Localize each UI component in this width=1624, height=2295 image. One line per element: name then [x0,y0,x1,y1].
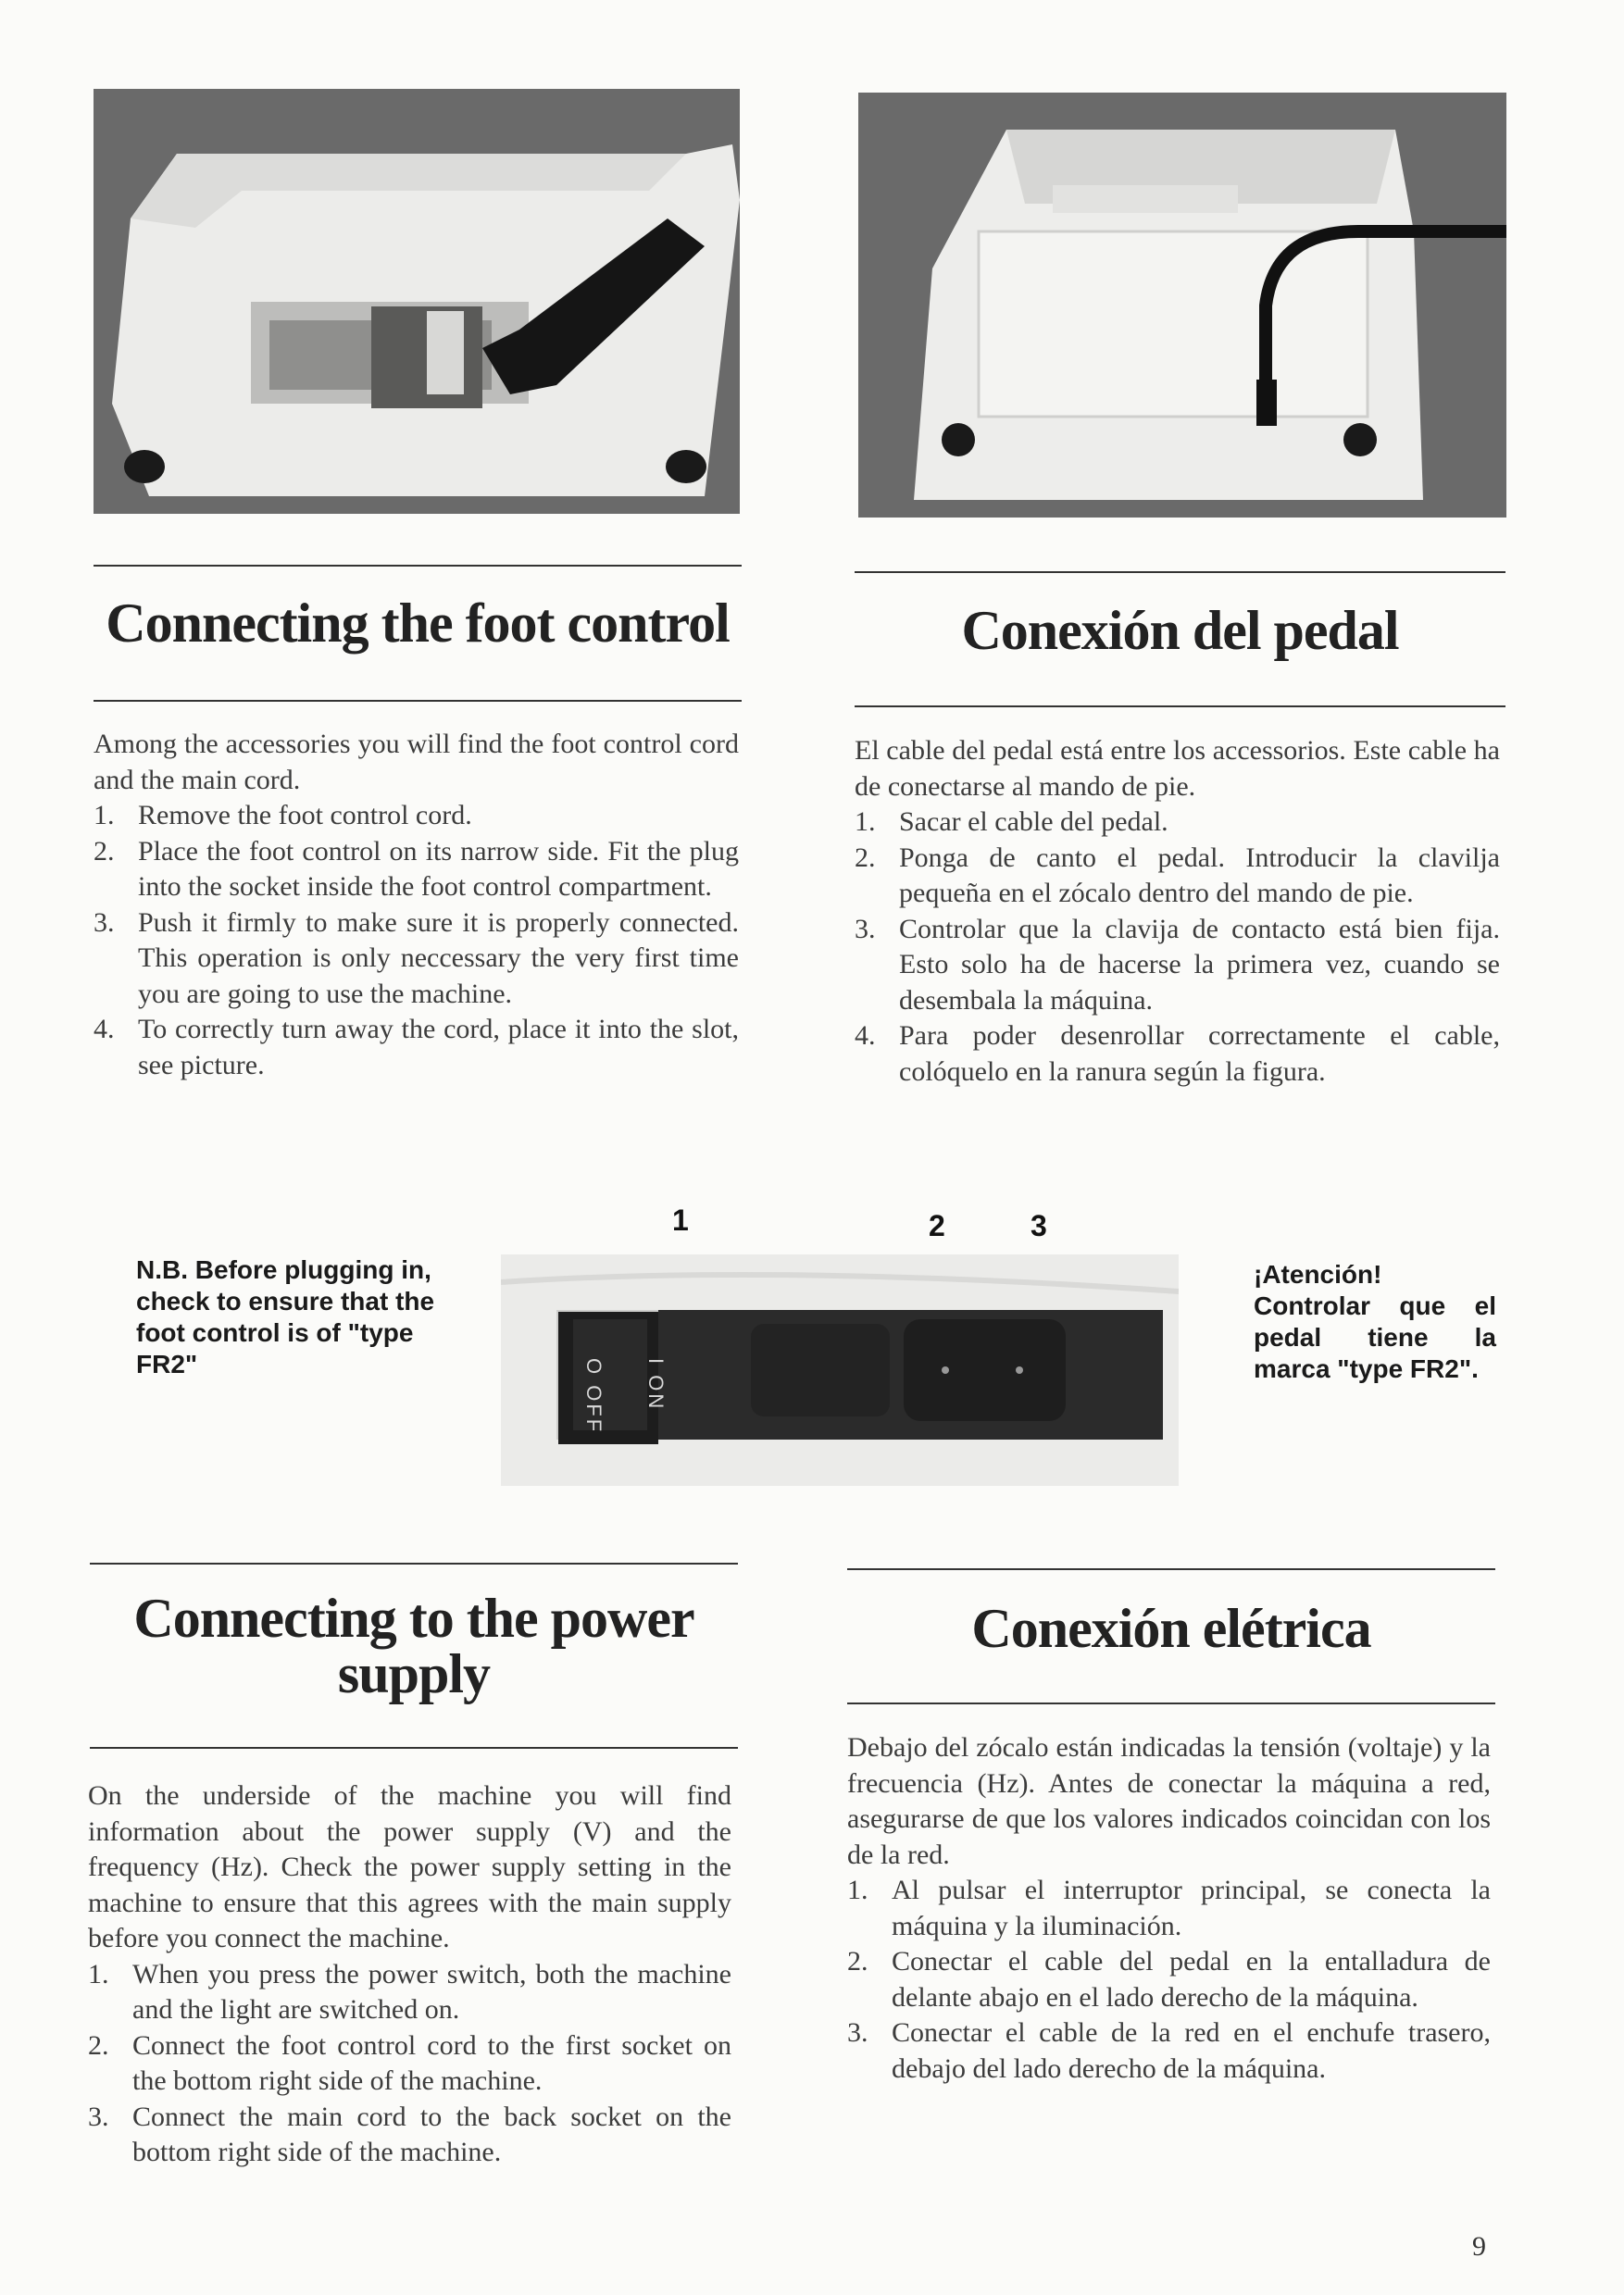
rule-top-power-en [90,1563,738,1565]
foot-control-text-en [94,727,739,1083]
rule-top-es [855,571,1505,573]
page-number: 9 [1472,2231,1486,2262]
rule-bottom-en [94,700,742,702]
list-item: 1. Sacar el cable del pedal. [855,806,1168,837]
list-item: 2. Conectar el cable del pedal en la entalladura de delante abajo en el lado derecho de la máquina. [847,1946,1491,2013]
power-text-es [847,1730,1491,2087]
list-item: 1. Remove the foot control cord. [94,800,472,830]
list-item: 2. Ponga de canto el pedal. Introducir la clavilja pequeña en el zócalo dentro del mando de pie. [855,842,1500,908]
note-type-fr2-es: ¡Atención! Controlar que el pedal tiene la marca "type FR2". [1254,1260,1496,1383]
switch-on-label: I ON [644,1358,668,1412]
heading-foot-control: Connecting the foot control [106,592,730,654]
callout-1: 1 [672,1204,689,1237]
power-text-en [88,1778,731,2171]
list-item: 3. Connect the main cord to the back socket on the bottom right side of the machine. [88,2101,731,2167]
list-item: 3. Push it firmly to make sure it is properly connected. This operation is only neccessary the very first time you are going to use the machine. [94,906,739,1009]
rule-bottom-power-es [847,1703,1495,1704]
list-item: 1. Al pulsar el interruptor principal, se conecta la máquina y la iluminación. [847,1875,1491,1941]
list-item: 2. Connect the foot control cord to the first socket on the bottom right side of the machine. [88,2029,731,2096]
note-type-fr2-en: N.B. Before plugging in, check to ensure that the foot control is of "type FR2" [136,1255,435,1378]
switch-off-label: O OFF [582,1358,606,1435]
rule-bottom-power-en [90,1747,738,1749]
rule-top-power-es [847,1568,1495,1570]
rule-bottom-es [855,705,1505,707]
power-intro-en: On the underside of the machine you will find information about the power supply (V) and the frequency (Hz). Check the power supply setting in the machine to ensure that this agrees with the main supply before you connect the machine. [88,1780,731,1953]
list-item: 4. To correctly turn away the cord, place it into the slot, see picture. [94,1014,739,1080]
callout-3: 3 [1031,1209,1047,1242]
power-socket-photo [501,1254,1179,1486]
foot-control-photo-right [858,93,1506,518]
list-item: 3. Conectar el cable de la red en el enchufe trasero, debajo del lado derecho de la máquina. [847,2017,1491,2084]
heading-power-supply: Connecting to the power supply [133,1588,694,1704]
heading-conexion-pedal: Conexión del pedal [961,600,1399,661]
rule-top-en [94,565,742,567]
list-item: 2. Place the foot control on its narrow side. Fit the plug into the socket inside the foot control compartment. [94,835,739,902]
foot-control-intro-en: Among the accessories you will find the foot control cord and the main cord. [94,729,739,795]
foot-control-intro-es: El cable del pedal está entre los accessorios. Este cable ha de conectarse al mando de pie. [855,735,1500,802]
list-item: 4. Para poder desenrollar correctamente el cable, colóquelo en la ranura según la figura. [855,1020,1500,1087]
callout-2: 2 [929,1209,945,1242]
foot-control-steps-en [94,798,739,1083]
foot-control-photo-left [94,89,740,514]
power-steps-es [847,1873,1491,2087]
power-steps-en [88,1957,731,2171]
power-intro-es: Debajo del zócalo están indicadas la tensión (voltaje) y la frecuencia (Hz). Antes de conectar la máquina a red, asegurarse de que los valores indicados coincidan con los de la red. [847,1732,1491,1870]
list-item: 3. Controlar que la clavija de contacto está bien fija. Esto solo ha de hacerse la primera vez, cuando se desembala la máquina. [855,913,1500,1016]
foot-control-text-es [855,733,1500,1090]
foot-control-steps-es [855,804,1500,1090]
list-item: 1. When you press the power switch, both the machine and the light are switched on. [88,1958,731,2025]
heading-conexion-electrica: Conexión elétrica [971,1598,1371,1659]
